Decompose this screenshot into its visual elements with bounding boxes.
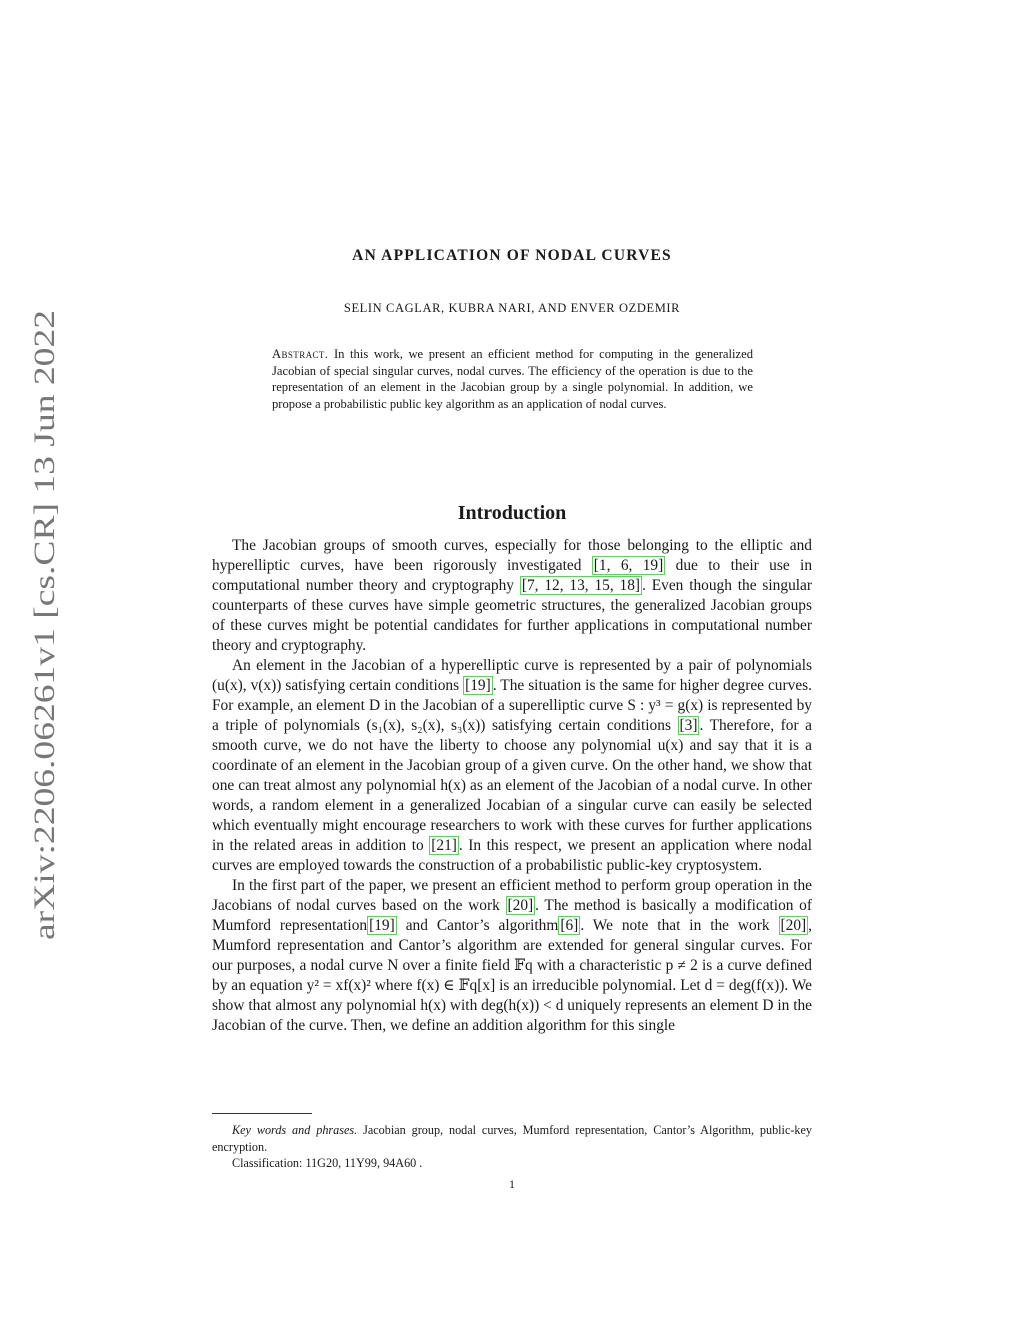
p3-text-b: . The method is basically a modification of Mumford representation [212,897,812,934]
paragraph-2 [212,656,812,876]
citation-link[interactable]: [21] [431,837,457,854]
page-number: 1 [509,1177,515,1191]
p3-text-a: In the first part of the paper, we present an efficient method to perform group operation in the Jacobians of nodal curves based on the work [212,877,812,914]
paragraph-1 [212,536,812,656]
keywords-text: Jacobian group, nodal curves, Mumford representation, Cantor’s Algorithm, public-key encryption. [212,1123,813,1154]
paragraph-3 [212,876,812,1036]
p1-text-b: due to their use in computational number theory and cryptography [212,557,813,594]
p2-text-b: . The situation is the same for higher degree curves. For example, an element D in the Jacobian of a superelliptic curve S : y³ = g(x) is represented by a triple of polynomials (s₁(x), s₂(x), s₃(x)) satisfying certain conditions [212,677,812,734]
arxiv-watermark-text: arXiv:2206.06261v1 [cs.CR] 13 Jun 2022 [29,445,61,940]
citation-link[interactable]: [7, 12, 13, 15, 18] [521,577,641,594]
abstract-label: Abstract. [272,347,329,361]
citation-link[interactable]: [19] [465,677,491,694]
footnote [212,1122,812,1172]
p3-text-c: and Cantor’s algorithm [396,917,559,934]
abstract [272,346,753,413]
citation-link[interactable]: [20] [507,897,534,914]
citation-link[interactable]: [6] [560,917,579,934]
p2-text-c: . Therefore, for a smooth curve, we do not have the liberty to choose any polynomial u(x) and say that it is a coordinate of an element in the Jacobian group of a given curve. On the other hand, we show that one can treat almost any polynomial h(x) as an element of the Jacobian of a nodal curve. In other words, a random element in a generalized Jocabian of a singular curve can easily be selected which eventually might encourage researchers to work with these curves for further applications in the related areas in addition to [212,717,812,854]
arxiv-watermark [22,300,64,1000]
p1-text-c: . Even though the singular counterparts of these curves have simple geometric structures, the generalized Jacobian groups of these curves might be potential candidates for further applications in computational number theory and cryptography. [212,577,812,654]
section-title-introduction: Introduction [457,502,567,524]
p2-text-a: An element in the Jacobian of a hyperelliptic curve is represented by a pair of polynomials (u(x), v(x)) satisfying certain conditions [212,657,812,694]
citation-link[interactable]: [19] [369,917,395,934]
footnote-classification: Classification: 11G20, 11Y99, 94A60 . [232,1156,423,1170]
paper-authors: SELIN CAGLAR, KUBRA NARI, AND ENVER OZDEMIR [343,301,681,315]
footnote-rule [212,1113,312,1114]
p2-text-d: . In this respect, we present an application where nodal curves are employed towards the construction of a probabilistic public-key cryptosystem. [212,837,812,874]
p3-text-d: . We note that in the work [580,917,779,934]
citation-link[interactable]: [3] [679,717,698,734]
footnote-keywords [212,1122,812,1155]
citation-link[interactable]: [1, 6, 19] [593,557,664,574]
citation-link[interactable]: [20] [780,917,807,934]
introduction-body [212,536,812,1036]
paper-title: AN APPLICATION OF NODAL CURVES [352,247,672,264]
p3-text-e: , Mumford representation and Cantor’s algorithm are extended for general singular curves. For our purposes, a nodal curve N over a finite field 𝔽q with a characteristic p ≠ 2 is a curve defined by an equation y² = xf(x)² where f(x) ∈ 𝔽q[x] is an irreducible polynomial. Let d = deg(f(x)). We show that almost any polynomial h(x) with deg(h(x)) < d uniquely represents an element D in the Jacobian of the curve. Then, we define an addition algorithm for this single [212,917,813,1034]
p1-text-a: The Jacobian groups of smooth curves, especially for those belonging to the elliptic and hyperelliptic curves, have been rigorously investigated [212,537,812,574]
keywords-label: Key words and phrases. [232,1123,358,1137]
abstract-text: In this work, we present an efficient method for computing in the generalized Jacobian of special singular curves, nodal curves. The efficiency of the operation is due to the representation of an element in the Jacobian group by a single polynomial. In addition, we propose a probabilistic public key algorithm as an application of nodal curves. [272,347,753,412]
